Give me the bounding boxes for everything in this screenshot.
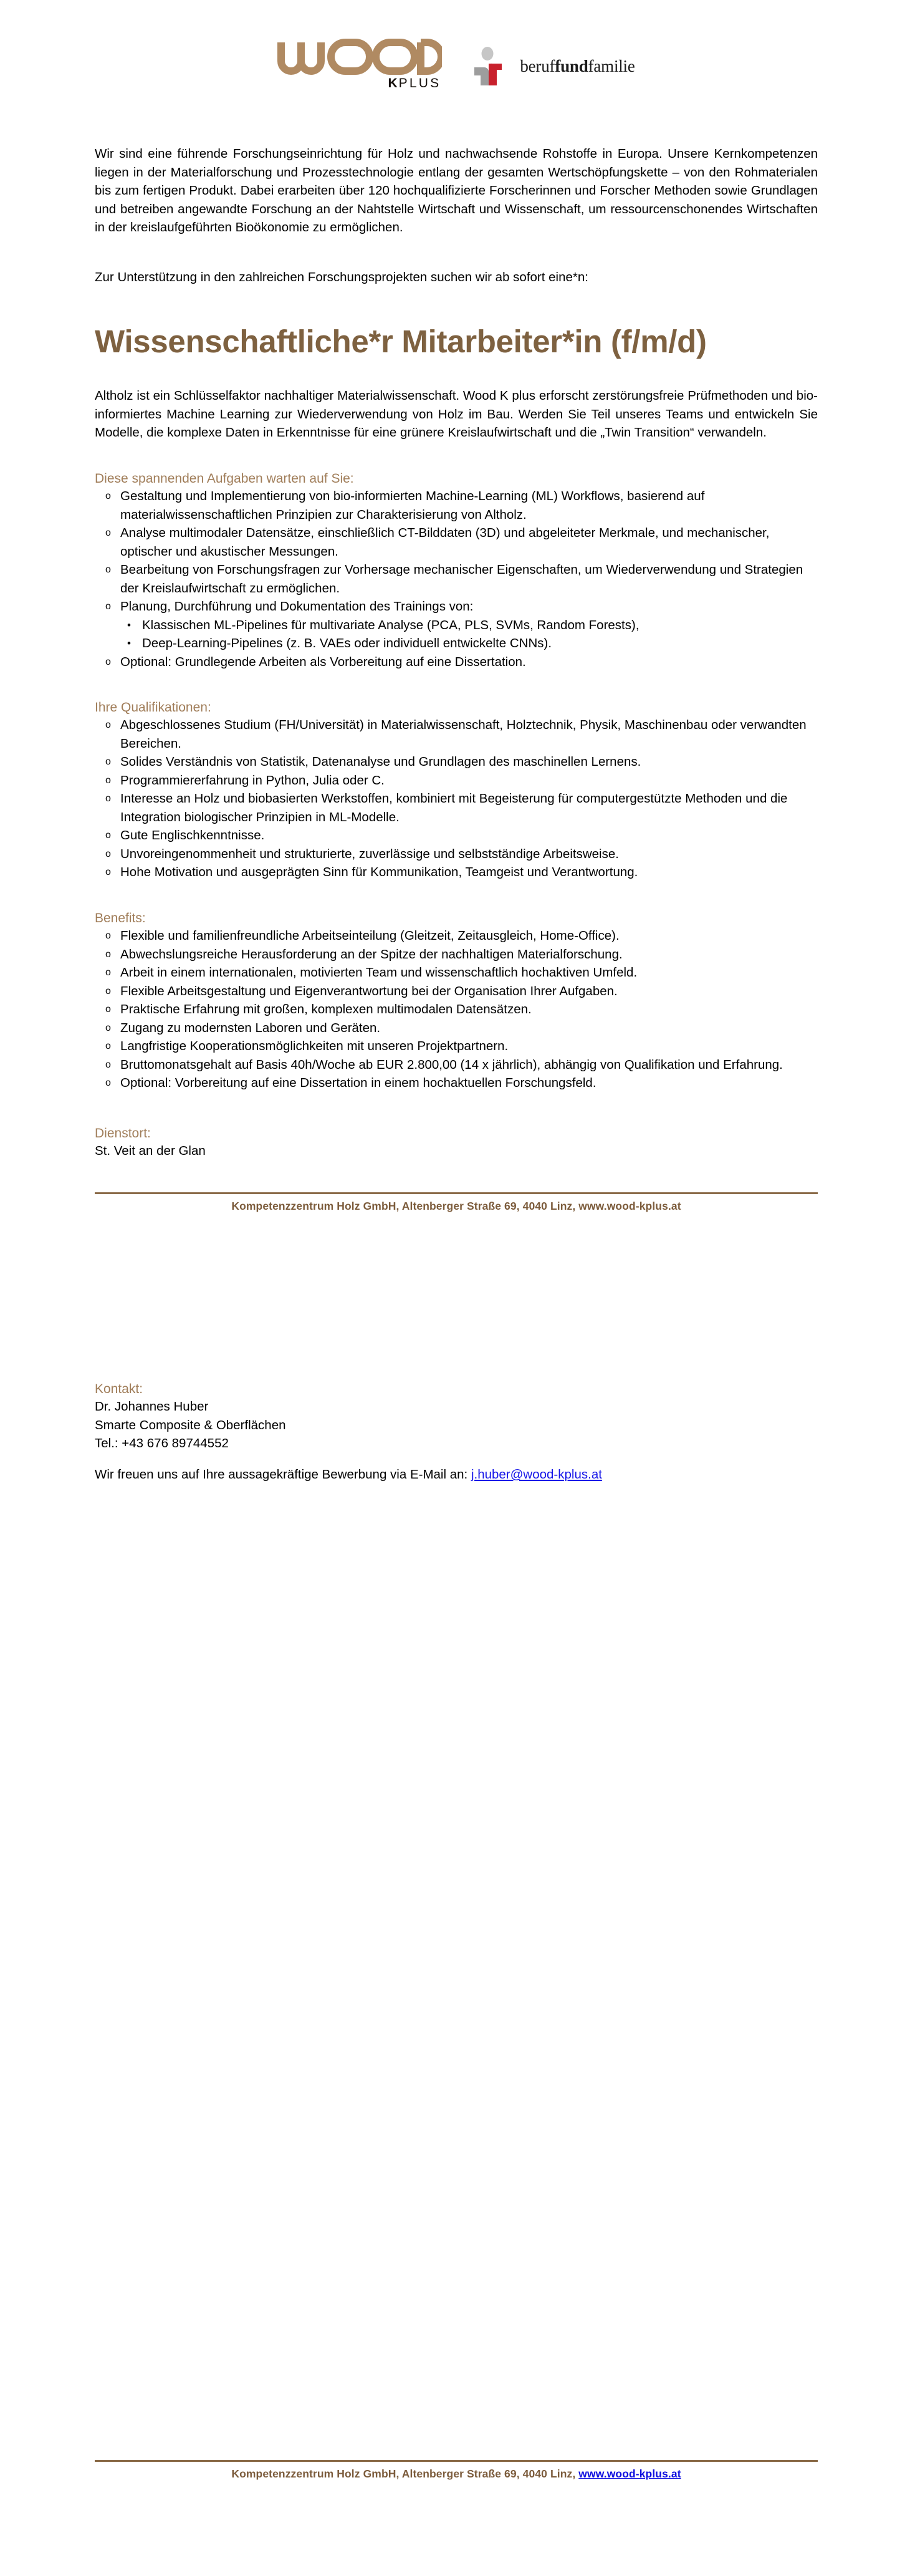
- contact-department: Smarte Composite & Oberflächen: [95, 1417, 286, 1432]
- intro-block: [95, 145, 818, 237]
- call-for-applications: Zur Unterstützung in den zahlreichen Forschungsprojekten suchen wir ab sofort eine*n:: [95, 270, 588, 284]
- footer-page-2: [95, 2460, 818, 2481]
- list-item: o Zugang zu modernsten Laboren und Geräten.: [95, 1019, 818, 1038]
- list-item: o Hohe Motivation und ausgeprägten Sinn für Kommunikation, Teamgeist und Verantwortung.: [95, 863, 818, 882]
- benefits-list: [95, 927, 818, 1093]
- tasks-list-tail: [95, 653, 818, 672]
- list-item: o Gestaltung und Implementierung von bio-informierten Machine-Learning (ML) Workflows, basierend auf materialwissenschaftlichen Prinzipien zur Charakterisierung von Altholz.: [95, 487, 818, 524]
- location-value: St. Veit an der Glan: [95, 1144, 206, 1158]
- list-item: • Klassischen ML-Pipelines für multivariate Analyse (PCA, PLS, SVMs, Random Forests),: [117, 616, 818, 635]
- wood-wordmark-icon: [275, 39, 442, 75]
- tasks-sublist: [117, 616, 818, 653]
- footer-divider: [95, 1192, 818, 1194]
- list-item: o Interesse an Holz und biobasierten Werkstoffen, kombiniert mit Begeisterung für computergestützte Methoden und die Integration biologischer Prinzipien in ML-Modelle.: [95, 789, 818, 826]
- benefits-heading: Benefits:: [95, 911, 146, 925]
- tasks-sublist-wrap: [95, 616, 818, 653]
- job-description: Altholz ist ein Schlüsselfaktor nachhaltiger Materialwissenschaft. Wood K plus erforscht zerstörungsfreie Prüfmethoden und bio-informiertes Machine Learning zur Wiederverwendung von Holz im Bau. Werden Sie Teil unseres Teams und entwickeln Sie Modelle, die komplexe Daten in Erkenntnisse für eine grünere Kreislaufwirtschaft und die „Twin Transition“ verwandeln.: [95, 388, 818, 440]
- job-description-block: [95, 387, 818, 442]
- list-item: o Solides Verständnis von Statistik, Datenanalyse und Grundlagen des maschinellen Lernens.: [95, 753, 818, 771]
- list-item: o Bearbeitung von Forschungsfragen zur Vorhersage mechanischer Eigenschaften, um Wiederverwendung und Strategien der Kreislaufwirtschaft zu ermöglichen.: [95, 561, 818, 597]
- list-item: o Gute Englischkenntnisse.: [95, 826, 818, 845]
- qualifications-heading: Ihre Qualifikationen:: [95, 700, 211, 715]
- berufundfamilie-logo: [468, 46, 635, 90]
- berufundfamilie-mark-icon: [468, 46, 514, 86]
- list-item: o Bruttomonatsgehalt auf Basis 40h/Woche ab EUR 2.800,00 (14 x jährlich), abhängig von Qualifikation und Erfahrung.: [95, 1056, 818, 1074]
- logo-header: [0, 39, 910, 90]
- contact-heading: Kontakt:: [95, 1382, 143, 1396]
- list-item: o Langfristige Kooperationsmöglichkeiten mit unseren Projektpartnern.: [95, 1037, 818, 1056]
- contact-name: Dr. Johannes Huber: [95, 1399, 209, 1414]
- list-item: • Deep-Learning-Pipelines (z. B. VAEs oder individuell entwickelte CNNs).: [117, 634, 818, 653]
- list-item: o Analyse multimodaler Datensätze, einschließlich CT-Bilddaten (3D) und abgeleiteter Merkmale, und mechanischer, optischer und akustischer Messungen.: [95, 524, 818, 561]
- list-item: o Praktische Erfahrung mit großen, komplexen multimodalen Datensätzen.: [95, 1000, 818, 1019]
- wood-kplus-logo: [275, 39, 442, 90]
- list-item: o Flexible Arbeitsgestaltung und Eigenverantwortung bei der Organisation Ihrer Aufgaben.: [95, 982, 818, 1001]
- location-section: [95, 1126, 818, 1160]
- list-item: o Unvoreingenommenheit und strukturierte, zuverlässige und selbstständige Arbeitsweise.: [95, 845, 818, 864]
- footer-page-1: [95, 1192, 818, 1213]
- qualifications-list: [95, 716, 818, 882]
- tasks-list: [95, 487, 818, 616]
- intro-paragraph: Wir sind eine führende Forschungseinrichtung für Holz und nachwachsende Rohstoffe in Europa. Unsere Kernkompetenzen liegen in der Materialforschung und Prozesstechnologie entlang der gesamten Wertschöpfungskette – von den Rohmaterialen bis zum fertigen Produkt. Dabei erarbeiten über 120 hochqualifizierte Forscherinnen und Forscher Methoden sowie Grundlagen und betreiben angewandte Forschung an der Nahtstelle Wirtschaft und Wissenschaft, um ressourcenschonendes Wirtschaften in der kreislaufgeführten Bioökonomie zu ermöglichen.: [95, 147, 818, 234]
- contact-application-line: [95, 1465, 818, 1484]
- qualifications-section: [95, 700, 818, 882]
- list-item: o Optional: Grundlegende Arbeiten als Vorbereitung auf eine Dissertation.: [95, 653, 818, 672]
- application-prefix-text: Wir freuen uns auf Ihre aussagekräftige Bewerbung via E-Mail an:: [95, 1467, 468, 1482]
- berufundfamilie-wordmark: beruffundfamilie: [520, 56, 635, 75]
- contact-phone: Tel.: +43 676 89744552: [95, 1436, 229, 1450]
- list-item: o Arbeit in einem internationalen, motivierten Team und wissenschaftlich hochaktiven Umfeld.: [95, 963, 818, 982]
- call-to-action-block: [95, 268, 818, 287]
- footer-address-text: Kompetenzzentrum Holz GmbH, Altenberger Straße 69, 4040 Linz,: [231, 2467, 576, 2480]
- tasks-section: [95, 471, 818, 671]
- footer-address: Kompetenzzentrum Holz GmbH, Altenberger Straße 69, 4040 Linz, www.wood-kplus.at: [231, 1200, 681, 1212]
- footer-divider: [95, 2460, 818, 2462]
- list-item: o Abgeschlossenes Studium (FH/Universität) in Materialwissenschaft, Holztechnik, Physik, Maschinenbau oder verwandten Bereichen.: [95, 716, 818, 753]
- list-item: o Optional: Vorbereitung auf eine Dissertation in einem hochaktuellen Forschungsfeld.: [95, 1074, 818, 1093]
- list-item: o Abwechslungsreiche Herausforderung an der Spitze der nachhaltigen Materialforschung.: [95, 945, 818, 964]
- location-heading: Dienstort:: [95, 1126, 151, 1141]
- footer-website-link[interactable]: www.wood-kplus.at: [578, 2467, 681, 2480]
- page-title: Wissenschaftliche*r Mitarbeiter*in (f/m/d): [95, 324, 707, 359]
- benefits-section: [95, 910, 818, 1093]
- list-item: o Programmiererfahrung in Python, Julia oder C.: [95, 771, 818, 790]
- tasks-heading: Diese spannenden Aufgaben warten auf Sie:: [95, 471, 354, 486]
- contact-email-link[interactable]: j.huber@wood-kplus.at: [471, 1467, 602, 1482]
- footer-address: [95, 2467, 818, 2481]
- wood-kplus-subtitle: KPLUS: [388, 76, 441, 90]
- contact-section: [95, 1381, 818, 1497]
- list-item: o Planung, Durchführung und Dokumentation des Trainings von:: [95, 597, 818, 616]
- list-item: o Flexible und familienfreundliche Arbeitseinteilung (Gleitzeit, Zeitausgleich, Home-Office).: [95, 927, 818, 945]
- job-title-block: [95, 324, 818, 359]
